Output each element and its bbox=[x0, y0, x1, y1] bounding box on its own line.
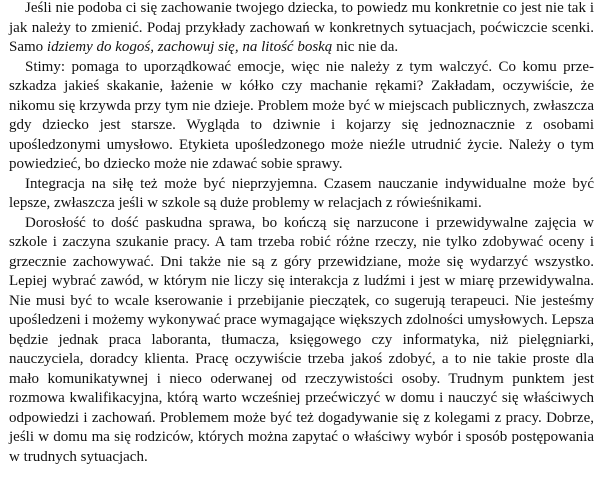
paragraph-4 bbox=[9, 214, 594, 468]
paragraph-2-text: Stimy: pomaga to uporządkować emocje, więc nie należy z tym walczyć. Co komu przeszkadza jakieś skakanie, łażenie w kółko czy machanie rękami? Zakładam, oczywiście, że nikomu się krzywda przy tym nie dzieje. Problem może być w miejscach publicznych, zwłaszcza gdy dziecko jest starsze. Wygląda to dziwnie i kojarzy się jednoznacznie z osobami upośledzonymi umysłowo. Etykieta upośledzonego może nieźle utrudnić życie. Należy o tym powiedzieć, bo dziecko może nie zdawać sobie sprawy. bbox=[9, 58, 594, 172]
paragraph-3 bbox=[9, 175, 594, 214]
paragraph-4-text: Dorosłość to dość paskudna sprawa, bo kończą się narzucone i przewidywalne zajęcia w szkole i zaczyna szukanie pracy. A tam trzeba robić różne rzeczy, nie tylko zdobywać oceny i grzecznie zachowywać. Dni także nie są z góry przewidziane, może się wydarzyć wszystko. Lepiej wybrać zawód, w którym nie liczy się interakcja z ludźmi i jest w miarę przewidywalna. Nie musi być to wcale kserowanie i przebijanie pieczątek, co sugerują terapeuci. Nie jesteśmy upośledzeni i możemy wykonywać prace wymagające większych zdolności umysłowych. Lepsza będzie jednak praca laboranta, tłumacza, księgowego czy informatyka, niż pielęgniarki, nauczyciela, doradcy klienta. Pracę oczywiście trzeba jakoś zdobyć, a to nie takie proste dla mało komunikatywnej i nieco oderwanej od rzeczywistości osoby. Trudnym punktem jest rozmowa kwalifikacyjna, którą warto wcześniej przećwiczyć w domu i nauczyć się właściwych odpowiedzi i zachowań. Problemem może być też dogadywanie się z kolegami z pracy. Dobrze, jeśli w domu ma się rodziców, których można zapytać o właściwy wybór i sposób postępowania w trudnych sytuacjach. bbox=[9, 214, 594, 465]
paragraph-2 bbox=[9, 58, 594, 175]
paragraph-1-italic-quote: idziemy do kogoś, zachowuj się, na litość boską bbox=[46, 39, 333, 55]
paragraph-1-text-a: Jeśli nie podoba ci się zachowanie twojego dziecka, to powiedz mu konkretnie co jest nie tak i jak należy to zmienić. Podaj przykłady zachowań w konkretnych sytuacjach, poćwiczcie scenki. Samo bbox=[9, 0, 594, 55]
paragraph-1-text-b: nic nie da. bbox=[332, 39, 399, 55]
paragraph-3-text: Integracja na siłę też może być nieprzyjemna. Czasem nauczanie indywidualne może być lepsze, zwłaszcza jeśli w szkole są duże problemy w relacjach z rówieśnikami. bbox=[9, 175, 594, 211]
paragraph-1 bbox=[9, 0, 594, 58]
